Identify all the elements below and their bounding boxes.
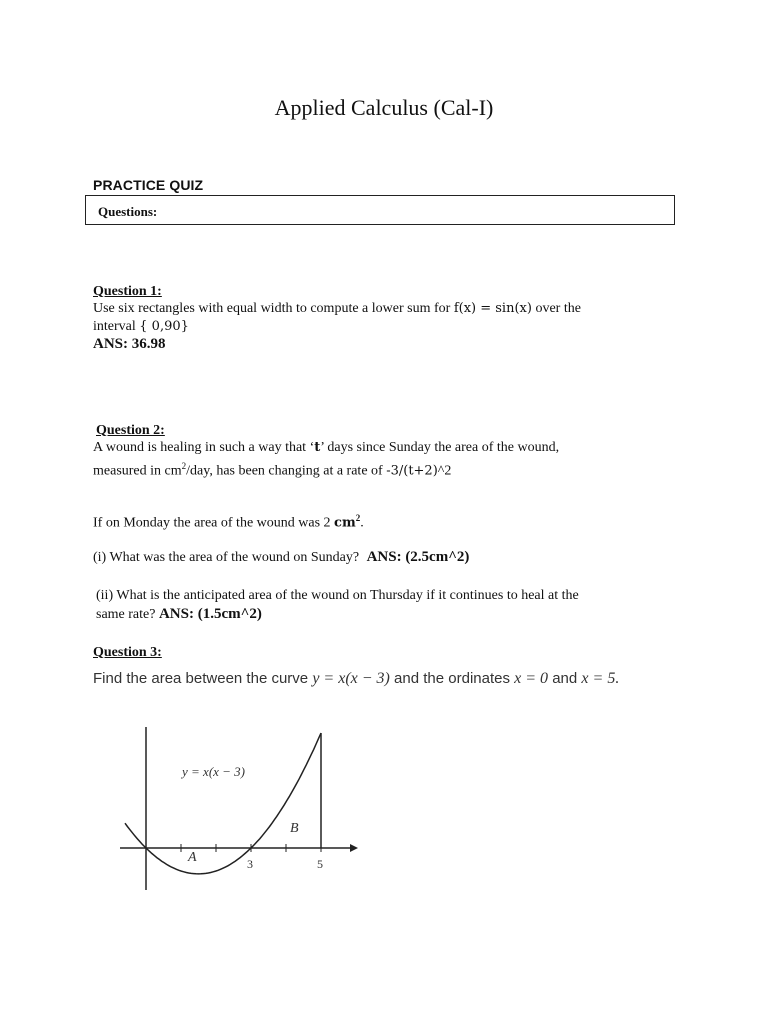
question-2	[93, 423, 693, 481]
question-3-ordinate-0: x = 0	[514, 670, 549, 687]
question-2-part-1-text: (i) What was the area of the wound on Sunday?	[93, 550, 360, 565]
question-3-figure	[110, 715, 370, 900]
parabola-curve	[125, 733, 321, 874]
region-a-label: A	[188, 850, 197, 865]
question-3-heading: Question 3:	[93, 645, 162, 660]
question-2-text-b: ’ days since Sunday the area of the wound,	[320, 440, 560, 455]
question-1-function: f(x) = sin(x)	[453, 301, 532, 316]
questions-box	[85, 195, 675, 225]
question-1-answer: ANS: 36.98	[93, 336, 166, 352]
tick-label-3: 3	[247, 857, 253, 871]
curve-label: y = x(x − 3)	[182, 764, 246, 779]
question-1-text-a: Use six rectangles with equal width to compute a lower sum for	[93, 301, 451, 316]
question-3-text-a: Find the area between the curve	[93, 670, 309, 687]
question-3-curve-equation: y = x(x − 3)	[312, 670, 390, 687]
question-1-heading: Question 1:	[93, 284, 162, 299]
question-2-variable-t: t	[314, 440, 321, 455]
question-3-text-c: and	[552, 670, 578, 687]
question-2-monday-end: .	[360, 515, 364, 531]
question-2-rate-exp: ^2	[437, 463, 452, 479]
question-1-text	[93, 300, 581, 336]
question-1-text-b: over the	[535, 301, 581, 316]
question-2-text-c: measured in cm	[93, 463, 182, 479]
question-2-monday-unit: cm	[334, 515, 356, 531]
page-title: Applied Calculus (Cal-I)	[274, 95, 494, 120]
question-2-part-2	[96, 587, 716, 624]
question-2-part-2-text-b: same rate?	[96, 607, 156, 622]
question-3-text-b: and the ordinates	[394, 670, 510, 687]
question-2-part-2-text-a: (ii) What is the anticipated area of the wound on Thursday if it continues to heal at the	[96, 588, 579, 603]
question-2-text	[93, 439, 693, 481]
question-3-text	[93, 670, 619, 688]
tick-label-5: 5	[317, 857, 323, 871]
question-2-part-1-answer: ANS: (2.5cm^2)	[366, 549, 470, 565]
question-2-sup: 2	[181, 461, 187, 471]
question-3-ordinate-5: x = 5.	[581, 670, 620, 687]
question-2-text-d: /day, has been changing at a rate of	[186, 463, 383, 479]
question-1	[93, 284, 581, 353]
question-2-part-1	[93, 548, 469, 567]
question-1-interval: { 0,90}	[139, 319, 189, 334]
question-1-text-c: interval	[93, 319, 136, 334]
region-b-label: B	[290, 821, 299, 836]
question-2-monday	[93, 509, 364, 533]
question-2-monday-text: If on Monday the area of the wound was 2	[93, 515, 331, 531]
section-label: PRACTICE QUIZ	[93, 177, 204, 193]
question-2-text-a: A wound is healing in such a way that ‘	[93, 440, 315, 455]
question-2-part-2-answer: ANS: (1.5cm^2)	[158, 606, 262, 622]
question-2-rate: -3/(t+2)	[386, 463, 438, 479]
questions-box-label: Questions:	[98, 204, 158, 219]
x-axis-arrow	[350, 844, 358, 852]
question-2-heading: Question 2:	[96, 423, 165, 438]
question-2-monday-sup: 2	[355, 513, 361, 523]
